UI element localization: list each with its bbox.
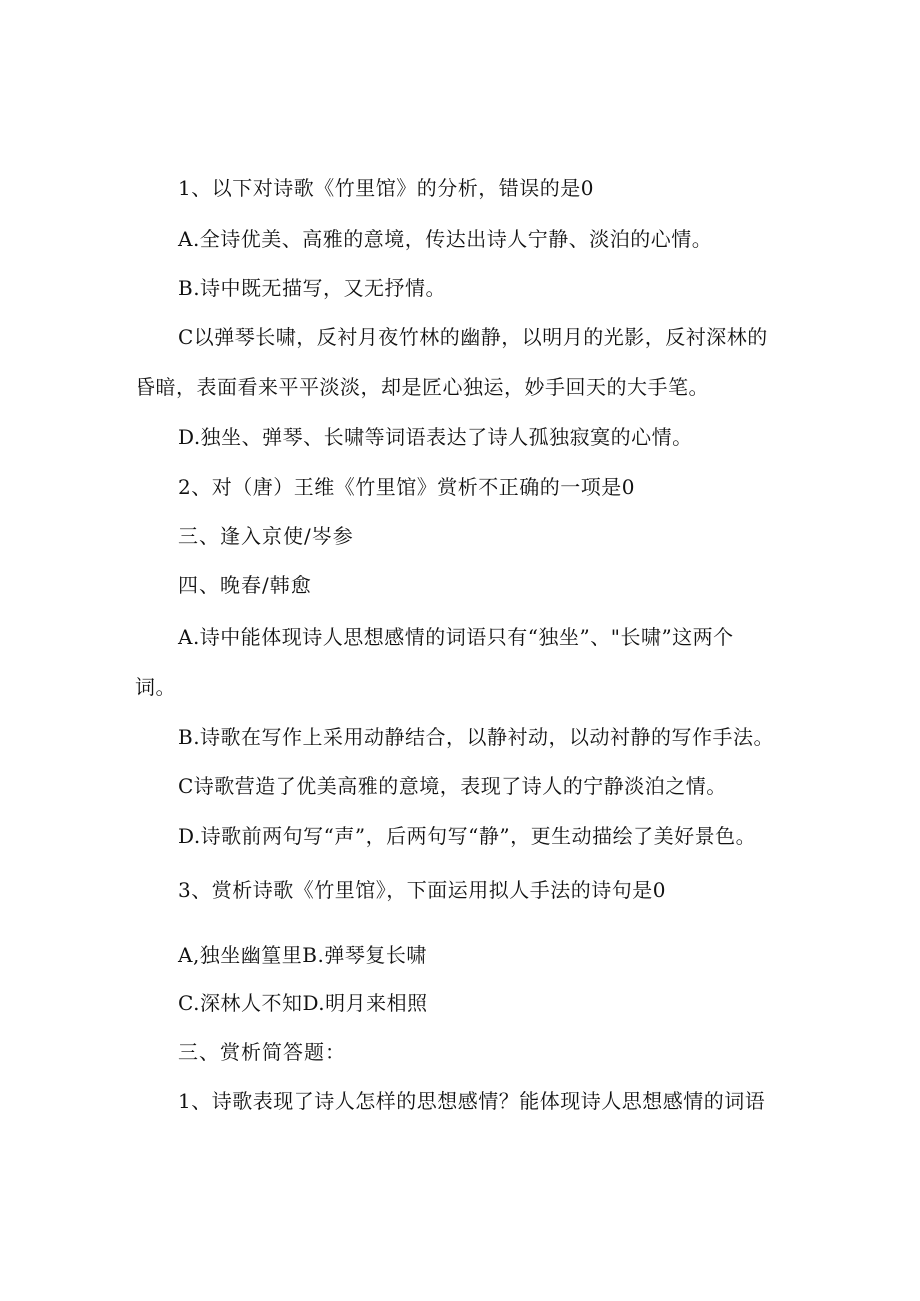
q2-option-d: D.诗歌前两句写“声”，后两句写“静”，更生动描绘了美好景色。 [178,824,757,848]
q3-options-cd: C.深林人不知D.明月来相照 [178,991,428,1015]
q1-option-d: D.独坐、弹琴、长啸等词语表达了诗人孤独寂寞的心情。 [178,425,693,449]
section-heading-poem-4: 四、晚春/韩愈 [178,573,312,597]
q2-option-a-continued: 词。 [135,675,176,699]
q1-option-a: A.全诗优美、高雅的意境，传达出诗人宁静、淡泊的心情。 [178,227,713,251]
q1-option-b: B.诗中既无描写，又无抒情。 [178,276,447,300]
q2-option-c: C诗歌营造了优美高雅的意境，表现了诗人的宁静淡泊之情。 [178,774,727,798]
q3-options-ab: A,独坐幽篁里B.弹琴复长啸 [178,943,427,967]
q2-option-a: A.诗中能体现诗人思想感情的词语只有“独坐”、"长啸”这两个 [178,625,734,649]
question-2: 2、对（唐）王维《竹里馆》赏析不正确的一项是0 [178,475,635,499]
section-heading-short-answer: 三、赏析简答题： [178,1040,346,1064]
question-3: 3、赏析诗歌《竹里馆》，下面运用拟人手法的诗句是0 [178,878,666,902]
q1-option-c-continued: 昏暗，表面看来平平淡淡，却是匠心独运，妙手回天的大手笔。 [135,375,709,399]
section-heading-poem-3: 三、逢入京使/岑参 [178,524,354,548]
q2-option-b: B.诗歌在写作上采用动静结合，以静衬动，以动衬静的写作手法。 [178,725,775,749]
question-1: 1、以下对诗歌《竹里馆》的分析，错误的是0 [178,176,594,200]
q1-option-c: C以弹琴长啸，反衬月夜竹林的幽静，以明月的光影，反衬深林的 [178,325,768,349]
short-answer-question-1: 1、诗歌表现了诗人怎样的思想感情？能体现诗人思想感情的词语 [178,1089,766,1113]
